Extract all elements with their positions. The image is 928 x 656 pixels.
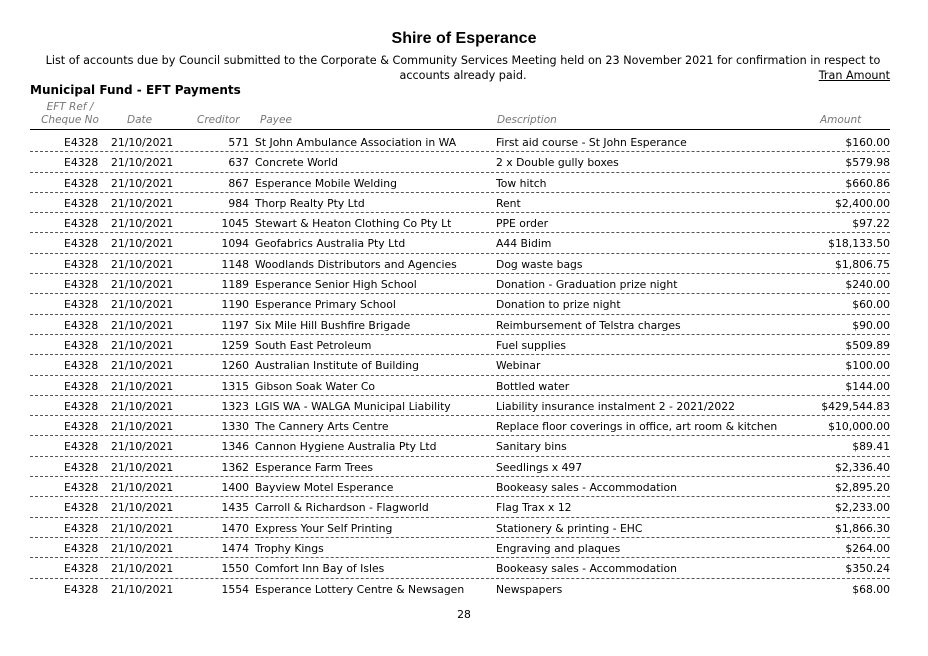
cell-description: Dog waste bags bbox=[496, 257, 583, 271]
page-subtitle: List of accounts due by Council submitted to the Corporate & Community Services Meeting held on 23 November 2021 for confirmation in respect to accounts already paid. bbox=[45, 54, 881, 82]
cell-creditor: 1435 bbox=[221, 501, 249, 515]
table-row bbox=[30, 477, 890, 497]
cell-ref: E4328 bbox=[64, 217, 99, 231]
cell-ref: E4328 bbox=[64, 156, 99, 170]
cell-ref: E4328 bbox=[64, 136, 99, 149]
cell-description: Liability insurance instalment 2 - 2021/2022 bbox=[496, 399, 735, 413]
cell-creditor: 1554 bbox=[221, 582, 249, 596]
cell-date: 21/10/2021 bbox=[111, 501, 174, 515]
cell-amount: $2,895.20 bbox=[835, 481, 890, 495]
table-row bbox=[30, 335, 890, 355]
header-payee: Payee bbox=[260, 114, 292, 126]
cell-payee: Six Mile Hill Bushfire Brigade bbox=[255, 318, 411, 332]
cell-description: Flag Trax x 12 bbox=[496, 501, 572, 515]
cell-amount: $10,000.00 bbox=[828, 420, 890, 434]
cell-amount: $1,866.30 bbox=[835, 521, 890, 535]
cell-creditor: 571 bbox=[228, 136, 249, 149]
table-row bbox=[30, 538, 890, 558]
payments-table bbox=[30, 132, 890, 599]
cell-payee: The Cannery Arts Centre bbox=[255, 420, 389, 434]
cell-amount: $509.89 bbox=[845, 338, 890, 352]
cell-creditor: 1190 bbox=[221, 298, 249, 312]
cell-description: Replace floor coverings in office, art room & kitchen bbox=[496, 420, 778, 434]
cell-ref: E4328 bbox=[64, 420, 99, 434]
section-title: Municipal Fund - EFT Payments bbox=[30, 83, 241, 97]
cell-payee: Bayview Motel Esperance bbox=[255, 481, 394, 495]
cell-description: Newspapers bbox=[496, 582, 563, 596]
cell-ref: E4328 bbox=[64, 196, 99, 210]
cell-creditor: 1315 bbox=[221, 379, 249, 393]
cell-description: Sanitary bins bbox=[496, 440, 567, 454]
table-row bbox=[30, 457, 890, 477]
header-ref bbox=[40, 101, 100, 127]
cell-date: 21/10/2021 bbox=[111, 257, 174, 271]
table-row bbox=[30, 213, 890, 233]
cell-amount: $100.00 bbox=[845, 359, 890, 373]
cell-date: 21/10/2021 bbox=[111, 217, 174, 231]
header-date: Date bbox=[127, 114, 153, 126]
cell-payee: Gibson Soak Water Co bbox=[255, 379, 375, 393]
cell-ref: E4328 bbox=[64, 278, 99, 292]
cell-description: Seedlings x 497 bbox=[496, 460, 583, 474]
cell-payee: Esperance Mobile Welding bbox=[255, 176, 397, 190]
cell-creditor: 1197 bbox=[221, 318, 249, 332]
cell-amount: $97.22 bbox=[852, 217, 890, 231]
cell-date: 21/10/2021 bbox=[111, 521, 174, 535]
cell-creditor: 1260 bbox=[221, 359, 249, 373]
cell-amount: $68.00 bbox=[852, 582, 890, 596]
cell-amount: $429,544.83 bbox=[821, 399, 890, 413]
cell-date: 21/10/2021 bbox=[111, 338, 174, 352]
header-ref-line2: Cheque No bbox=[41, 114, 99, 126]
cell-date: 21/10/2021 bbox=[111, 379, 174, 393]
cell-amount: $89.41 bbox=[852, 440, 890, 454]
cell-creditor: 1550 bbox=[221, 562, 249, 576]
cell-ref: E4328 bbox=[64, 460, 99, 474]
page-title: Shire of Esperance bbox=[391, 30, 537, 47]
cell-amount: $160.00 bbox=[845, 136, 890, 149]
table-row bbox=[30, 436, 890, 456]
cell-amount: $1,806.75 bbox=[835, 257, 890, 271]
cell-payee: Esperance Lottery Centre & Newsagen bbox=[255, 582, 465, 596]
cell-ref: E4328 bbox=[64, 257, 99, 271]
header-creditor: Creditor bbox=[197, 114, 240, 126]
cell-date: 21/10/2021 bbox=[111, 399, 174, 413]
cell-date: 21/10/2021 bbox=[111, 460, 174, 474]
cell-date: 21/10/2021 bbox=[111, 359, 174, 373]
cell-description: Tow hitch bbox=[496, 176, 547, 190]
cell-date: 21/10/2021 bbox=[111, 541, 174, 555]
cell-creditor: 984 bbox=[228, 196, 249, 210]
cell-date: 21/10/2021 bbox=[111, 582, 174, 596]
cell-amount: $144.00 bbox=[845, 379, 890, 393]
cell-ref: E4328 bbox=[64, 440, 99, 454]
cell-creditor: 1474 bbox=[221, 541, 249, 555]
cell-payee: St John Ambulance Association in WA bbox=[255, 136, 457, 149]
cell-ref: E4328 bbox=[64, 359, 99, 373]
header-amount: Amount bbox=[820, 114, 862, 126]
cell-payee: Esperance Farm Trees bbox=[255, 460, 374, 474]
cell-amount: $579.98 bbox=[845, 156, 890, 170]
table-row bbox=[30, 497, 890, 517]
cell-creditor: 1094 bbox=[221, 237, 249, 251]
cell-ref: E4328 bbox=[64, 399, 99, 413]
cell-creditor: 1330 bbox=[221, 420, 249, 434]
cell-ref: E4328 bbox=[64, 582, 99, 596]
cell-date: 21/10/2021 bbox=[111, 278, 174, 292]
header-description: Description bbox=[497, 114, 557, 126]
cell-ref: E4328 bbox=[64, 176, 99, 190]
table-row bbox=[30, 558, 890, 578]
table-row bbox=[30, 355, 890, 375]
cell-description: Bookeasy sales - Accommodation bbox=[496, 562, 677, 576]
cell-creditor: 1045 bbox=[221, 217, 249, 231]
cell-creditor: 1400 bbox=[221, 481, 249, 495]
cell-amount: $60.00 bbox=[852, 298, 890, 312]
cell-ref: E4328 bbox=[64, 481, 99, 495]
cell-amount: $90.00 bbox=[852, 318, 890, 332]
cell-description: First aid course - St John Esperance bbox=[496, 136, 687, 149]
cell-ref: E4328 bbox=[64, 541, 99, 555]
cell-payee: Stewart & Heaton Clothing Co Pty Lt bbox=[255, 217, 452, 231]
table-row bbox=[30, 274, 890, 294]
cell-ref: E4328 bbox=[64, 379, 99, 393]
cell-date: 21/10/2021 bbox=[111, 318, 174, 332]
table-row bbox=[30, 233, 890, 253]
cell-creditor: 1346 bbox=[221, 440, 249, 454]
page-number: 28 bbox=[457, 608, 471, 621]
cell-creditor: 637 bbox=[228, 156, 249, 170]
cell-date: 21/10/2021 bbox=[111, 156, 174, 170]
table-row bbox=[30, 579, 890, 599]
cell-amount: $350.24 bbox=[845, 562, 890, 576]
table-row bbox=[30, 193, 890, 213]
cell-payee: Esperance Senior High School bbox=[255, 278, 417, 292]
cell-amount: $660.86 bbox=[845, 176, 890, 190]
cell-ref: E4328 bbox=[64, 501, 99, 515]
cell-amount: $2,336.40 bbox=[835, 460, 890, 474]
tran-amount-label: Tran Amount bbox=[818, 69, 890, 82]
cell-date: 21/10/2021 bbox=[111, 440, 174, 454]
cell-date: 21/10/2021 bbox=[111, 481, 174, 495]
cell-amount: $264.00 bbox=[845, 541, 890, 555]
cell-description: Stationery & printing - EHC bbox=[496, 521, 643, 535]
table-row bbox=[30, 254, 890, 274]
cell-ref: E4328 bbox=[64, 562, 99, 576]
cell-payee: Comfort Inn Bay of Isles bbox=[255, 562, 385, 576]
cell-payee: Concrete World bbox=[255, 156, 339, 170]
cell-payee: Thorp Realty Pty Ltd bbox=[255, 196, 365, 210]
cell-payee: South East Petroleum bbox=[255, 338, 372, 352]
cell-ref: E4328 bbox=[64, 521, 99, 535]
cell-description: Reimbursement of Telstra charges bbox=[496, 318, 681, 332]
cell-amount: $2,400.00 bbox=[835, 196, 890, 210]
cell-payee: LGIS WA - WALGA Municipal Liability bbox=[255, 399, 451, 413]
cell-creditor: 1470 bbox=[221, 521, 249, 535]
cell-payee: Express Your Self Printing bbox=[255, 521, 393, 535]
cell-creditor: 1323 bbox=[221, 399, 249, 413]
cell-description: Webinar bbox=[496, 359, 541, 373]
cell-date: 21/10/2021 bbox=[111, 298, 174, 312]
cell-ref: E4328 bbox=[64, 298, 99, 312]
cell-date: 21/10/2021 bbox=[111, 237, 174, 251]
cell-payee: Woodlands Distributors and Agencies bbox=[255, 257, 457, 271]
table-row bbox=[30, 396, 890, 416]
cell-payee: Australian Institute of Building bbox=[255, 359, 419, 373]
cell-description: Bookeasy sales - Accommodation bbox=[496, 481, 677, 495]
cell-date: 21/10/2021 bbox=[111, 562, 174, 576]
cell-description: Bottled water bbox=[496, 379, 570, 393]
cell-amount: $2,233.00 bbox=[835, 501, 890, 515]
cell-creditor: 1189 bbox=[221, 278, 249, 292]
cell-date: 21/10/2021 bbox=[111, 136, 174, 149]
table-row bbox=[30, 518, 890, 538]
cell-date: 21/10/2021 bbox=[111, 196, 174, 210]
cell-description: Rent bbox=[496, 196, 521, 210]
cell-description: Engraving and plaques bbox=[496, 541, 621, 555]
cell-description: A44 Bidim bbox=[496, 237, 552, 251]
cell-payee: Trophy Kings bbox=[255, 541, 324, 555]
table-row bbox=[30, 416, 890, 436]
cell-payee: Esperance Primary School bbox=[255, 298, 396, 312]
cell-amount: $18,133.50 bbox=[828, 237, 890, 251]
cell-description: Donation to prize night bbox=[496, 298, 621, 312]
table-row bbox=[30, 315, 890, 335]
cell-ref: E4328 bbox=[64, 338, 99, 352]
table-row bbox=[30, 132, 890, 152]
cell-payee: Geofabrics Australia Pty Ltd bbox=[255, 237, 406, 251]
cell-creditor: 1259 bbox=[221, 338, 249, 352]
table-row bbox=[30, 173, 890, 193]
cell-creditor: 867 bbox=[228, 176, 249, 190]
table-row bbox=[30, 294, 890, 314]
cell-description: Donation - Graduation prize night bbox=[496, 278, 678, 292]
cell-amount: $240.00 bbox=[845, 278, 890, 292]
cell-creditor: 1362 bbox=[221, 460, 249, 474]
header-divider bbox=[30, 129, 890, 130]
header-ref-line1: EFT Ref / bbox=[46, 101, 94, 113]
cell-creditor: 1148 bbox=[221, 257, 249, 271]
table-row bbox=[30, 152, 890, 172]
cell-date: 21/10/2021 bbox=[111, 420, 174, 434]
table-row bbox=[30, 376, 890, 396]
cell-payee: Cannon Hygiene Australia Pty Ltd bbox=[255, 440, 437, 454]
cell-description: PPE order bbox=[496, 217, 549, 231]
cell-payee: Carroll & Richardson - Flagworld bbox=[255, 501, 429, 515]
cell-date: 21/10/2021 bbox=[111, 176, 174, 190]
cell-description: Fuel supplies bbox=[496, 338, 566, 352]
cell-ref: E4328 bbox=[64, 237, 99, 251]
cell-ref: E4328 bbox=[64, 318, 99, 332]
cell-description: 2 x Double gully boxes bbox=[496, 156, 619, 170]
